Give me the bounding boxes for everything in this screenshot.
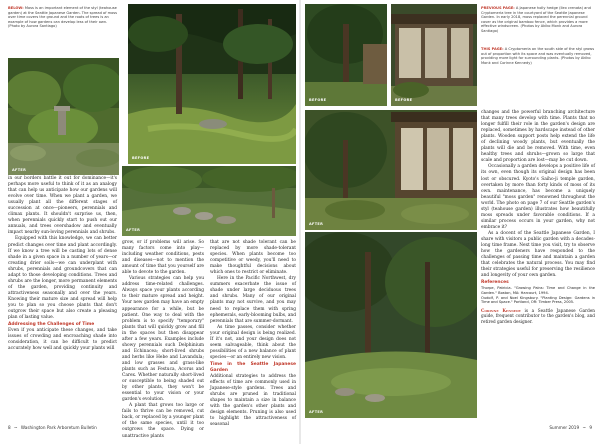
paragraph: Equipped with this knowledge, we can better predict changes over time and plant accordingly. If we know a tree will be casting lots of dense shade in a given space in a number of years—or creating drier soils—we can underplant with shrubs, perennials and groundcovers that can adapt to those developing conditions. Trees and shrubs are the longer, more permanent elements of the garden, providing continuity and attractiveness seasonally and over the years. Knowing their mature size and spread will help you to plan so you choose plants that don't outgrow their space but also create a pleasing plan of lasting value. bbox=[8, 236, 117, 321]
after-label: AFTER bbox=[126, 228, 141, 232]
folio-left bbox=[8, 425, 97, 430]
paragraph: As time passes, consider whether your original design is being realized. If it's not, and your design does not seem salvageable, think about the possibilities of a new balance of plant species—or an entirely new vision. bbox=[210, 324, 296, 360]
paragraph: grow, or if problems will arise. So many factors come into play—including weather conditions, pests and diseases—not to mention the amount of time that you yourself are able to devote to the garden. bbox=[122, 240, 204, 276]
publication-name: Washington Park Arboretum Bulletin bbox=[20, 425, 97, 430]
courtyard-after-image bbox=[305, 110, 477, 230]
text-column-right bbox=[481, 110, 595, 324]
paragraph: As a docent of the Seattle Japanese Garden, I share with visitors a public garden with a decades-long time frame. Next time you visit, try to observe how the gardeners have responded to the challenges of passing time and maintain a garden that celebrates the natural process. You may find their strategies useful for preserving the resilience and longevity of your own garden. bbox=[481, 230, 595, 279]
caption-right-bottom bbox=[481, 47, 596, 65]
caption-label: BELOW: bbox=[8, 6, 24, 10]
photo-building-before bbox=[391, 4, 477, 106]
paragraph: that are not shade tolerant can be replaced by more shade-tolerant species. When plants become too competitive or weedy, you'll need to make thoughtful decisions about which ones to restrict or eliminate. bbox=[210, 240, 296, 276]
caption-label: THIS PAGE: bbox=[481, 47, 504, 51]
right-page bbox=[301, 0, 600, 444]
folio-separator: ~ bbox=[14, 425, 18, 430]
paragraph: Additional strategies to address the effects of time are commonly used in Japanese-style gardens. Trees and shrubs are pruned in traditional shapes to maintain a size in balance with the garden's other plants and design elements. Pruning is also used to highlight the attractiveness of seasonal bbox=[210, 373, 296, 428]
caption-label: PREVIOUS PAGE: bbox=[481, 6, 515, 10]
left-page bbox=[0, 0, 299, 444]
text-column-1 bbox=[8, 176, 117, 352]
before-label: BEFORE bbox=[395, 98, 413, 102]
caption-right-top bbox=[481, 6, 596, 34]
text-column-3 bbox=[210, 240, 296, 428]
after-label-col1: AFTER bbox=[12, 168, 27, 172]
photo-moss-after bbox=[8, 58, 119, 175]
photo-garden-bottom bbox=[305, 232, 477, 418]
stepping-stones-image bbox=[122, 166, 296, 236]
reference-item: Oudolf, P. and Noel Kingsbury. "Planting Design: Gardens in Time and Space." Portland, OR: Timber Press, 2005. bbox=[481, 295, 595, 305]
photo-tree-before bbox=[305, 4, 387, 106]
photo-courtyard-after bbox=[305, 110, 477, 230]
before-label: BEFORE bbox=[132, 156, 150, 160]
building-before-image bbox=[391, 4, 477, 106]
photo-moss-before bbox=[128, 4, 296, 164]
reference-item: Thorpe, Patricia. "Growing Pains: Time and Change in the Garden." Boston, MA: Harcourt, 1994. bbox=[481, 286, 595, 295]
paragraph: Here in the Pacific Northwest, dry summers exacerbate the issue of shade under large deciduous trees and shrubs. Many of our original plants may not survive, and you may need to replace them with spring ephemerals, early-blooming bulbs, and perennials that are summer-dormant. bbox=[210, 276, 296, 324]
paragraph: in our borders battle it out for dominance—it's perhaps more useful to think of it as an analogy that can help us anticipate how our gardens will evolve over time. When we plant a garden, we usually plant all the different stages of succession at once—pioneers, perennials and climax plants. It shouldn't surprise us, then, when perennials quickly start to push out our annuals, and trees overshadow and eventually impact nearby sun-loving perennials and shrubs. bbox=[8, 176, 117, 236]
paragraph: Occasionally a garden develops a positive life of its own, even though its original design has been lost or obscured. Kyoto's Saiho-ji temple garden, overtaken by more than forty kinds of moss of its own. maintenance, has become a uniquely beautiful "moss garden" renowned throughout the world. The photo on page 7 of our Seattle garden's styl (teahouse garden) illustrates how beautifully moss spreads under favorable conditions. If a similar process occurs in your garden, why not embrace it? bbox=[481, 164, 595, 230]
tree-before-image bbox=[305, 4, 387, 106]
caption-text: A Japanese holly hedge (Ilex crenata) and Cryptomeria tree in the courtyard of the Seattle Japanese Garden. In early 2018, moss replaced the perennial ground cover as the original bamboo fence, which provides a more effective windscreen. (Photos by Akiko Monk and Aurora Santiago) bbox=[481, 6, 591, 33]
after-label: AFTER bbox=[309, 222, 324, 226]
photo-stepping-stones-after bbox=[122, 166, 296, 236]
paragraph: changes and the powerful branching architecture that many trees develop with time. Plants that no longer fulfill their role in the garden's design are replaced, sometimes by hardscape instead of other plants. Wooden support posts help extend the life of declining woody plants, but eventually the plants will die and be removed. With time, even healthy trees and shrubs—grown so large that scale and proportion are lost—may be cut down. bbox=[481, 110, 595, 164]
shrub-garden-image bbox=[8, 58, 119, 175]
paragraph: A plant that grows too large or fails to thrive can be removed, cut back, or replaced by a younger plant of the same species, until it too outgrows the space. Dying or unattractive plants bbox=[122, 403, 204, 439]
paragraph: Even if you anticipate these changes, and take issues of crowding and encroaching shade into consideration, it can be difficult to predict accurately how well and quickly your plants will bbox=[8, 328, 117, 352]
caption-text: Moss is an important element of the styl (teahouse garden) at the Seattle Japanese Garden. The spread of moss over time covers the ground and the roots of trees is an example of how gardens can develop less of their own. (Photo by Aurora Santiago) bbox=[8, 6, 118, 29]
page-number: 9 bbox=[589, 425, 592, 430]
caption-text: A Cryptomeria on the south side of the styl grows out of proportion with its space and was eventually removed, providing more light for surrounding plants. (Photos by Akiko Monk and Corinne Kennedy) bbox=[481, 47, 595, 65]
folio-separator: ~ bbox=[582, 425, 586, 430]
text-column-2 bbox=[122, 240, 204, 440]
after-label: AFTER bbox=[309, 410, 324, 414]
before-label: BEFORE bbox=[309, 98, 327, 102]
garden-bottom-image bbox=[305, 232, 477, 418]
author-name: Corinne Kennedy bbox=[481, 307, 521, 313]
section-heading: Time in the Seattle Japanese Garden bbox=[210, 361, 296, 373]
author-bio-text: is a Seattle Japanese Garden guide, frequent contributor to the garden's blog, and retired garden designer. bbox=[481, 307, 595, 324]
moss-garden-image bbox=[128, 4, 296, 164]
caption-left-top bbox=[8, 6, 120, 29]
references-heading: References bbox=[481, 280, 509, 286]
folio-right bbox=[549, 425, 592, 430]
section-heading: Addressing the Challenges of Time bbox=[8, 322, 95, 328]
author-bio bbox=[481, 308, 595, 325]
paragraph: Various strategies can help you address time-related challenges. Always space your plants according to their mature spread and height. Your new garden may have an empty appearance for a while, but be patient. One way to deal with the problem is to specify "temporary" plants that will quickly grow and fill in the spaces but then disappear after a few years. Examples include showy perennials such Delphinium and Echinacea; short-lived shrubs and herbs like Hebe and Lavandula; and low grasses and grass-like plants such as Festuca, Acorus and Carex. Whether naturally short-lived or susceptible to being shaded out by other plants, they won't be essential to your vision or your garden's evolution. bbox=[122, 276, 204, 403]
page-number: 8 bbox=[8, 425, 11, 430]
issue-date: Summer 2019 bbox=[549, 425, 580, 430]
